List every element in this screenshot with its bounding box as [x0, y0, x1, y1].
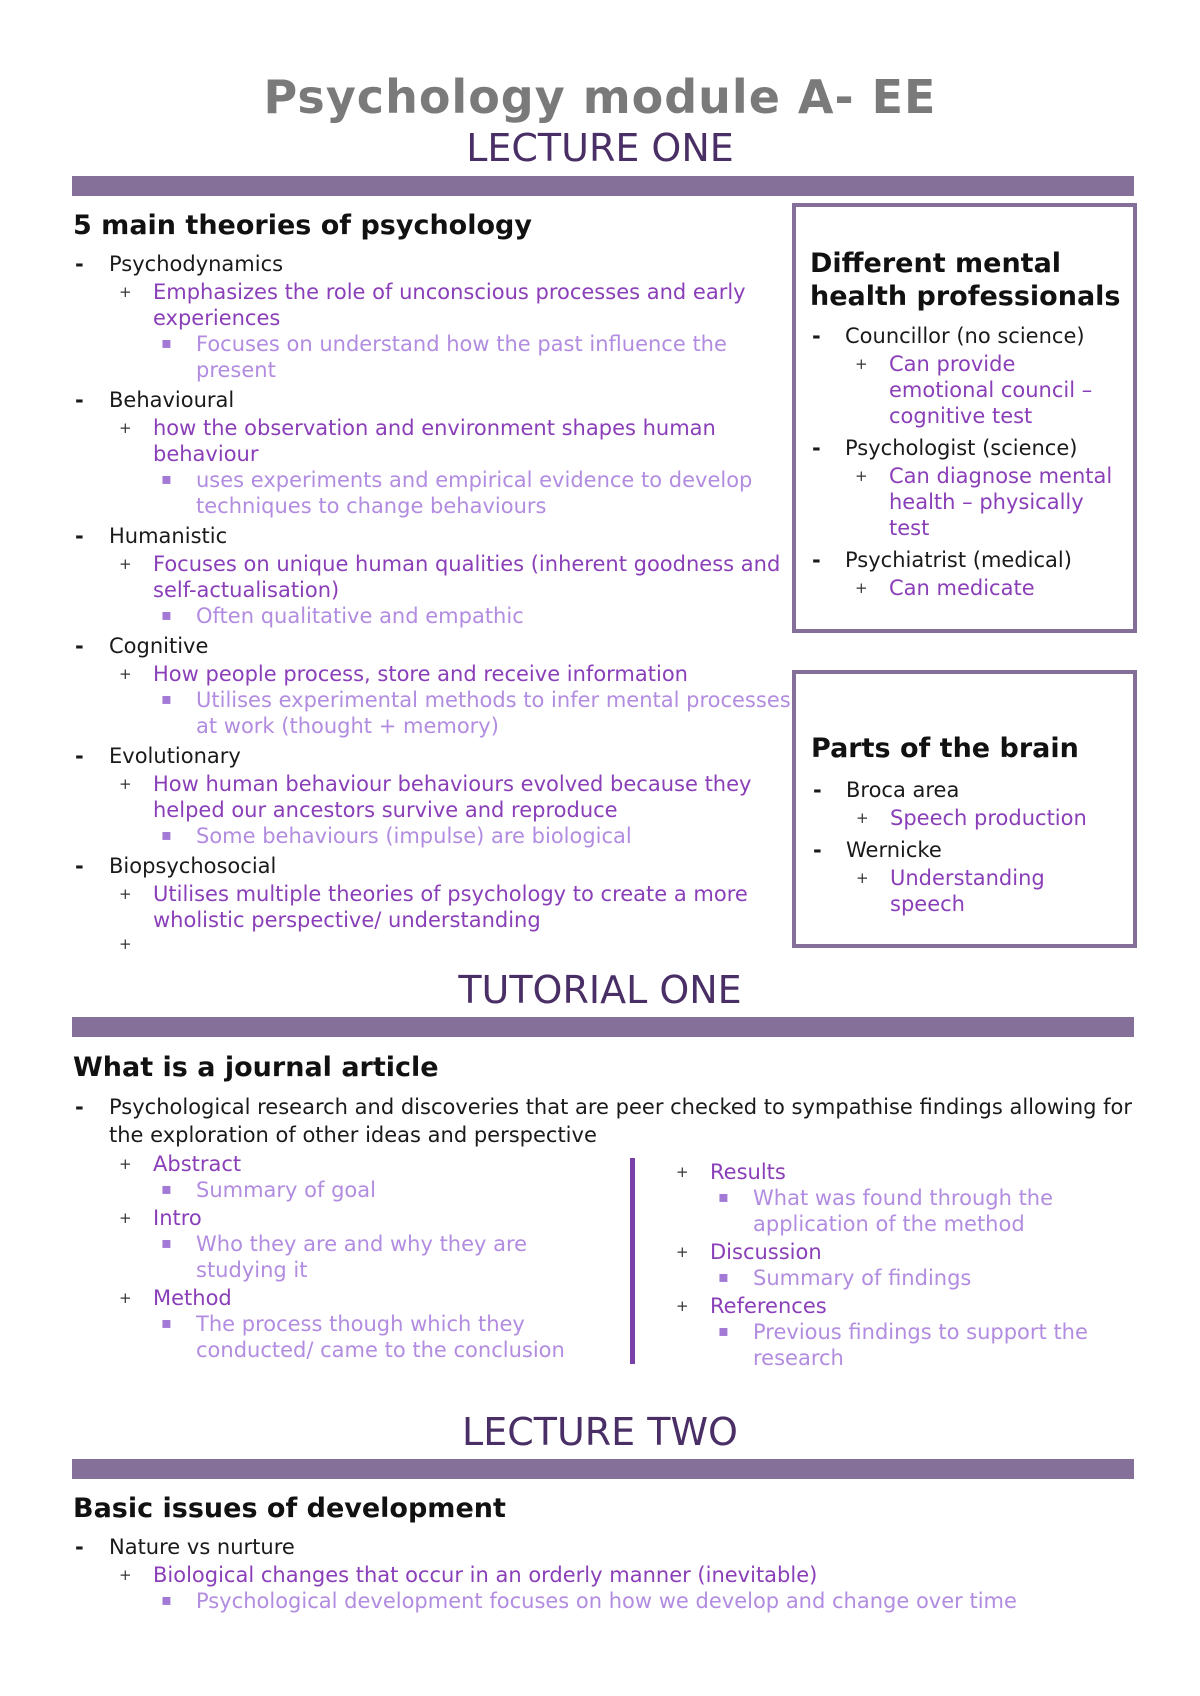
theory-label: - Behavioural [73, 387, 793, 413]
theory-label: - Humanistic [73, 523, 793, 549]
theories-heading: 5 main theories of psychology [73, 210, 532, 241]
theory-label: - Psychodynamics [73, 251, 793, 277]
theory-detail: ▪ Often qualitative and empathic [73, 603, 793, 629]
theory-description: + How people process, store and receive information [73, 661, 793, 687]
journal-part-detail: ▪ The process though which they conducted/ came to the conclusion [73, 1311, 618, 1363]
theory-item [73, 523, 793, 629]
professional-label: - Psychiatrist (medical) [810, 547, 1125, 573]
theory-detail: ▪ Focuses on understand how the past influence the present [73, 331, 793, 383]
theory-item [73, 251, 793, 383]
brain-part-label: - Broca area [811, 777, 1125, 803]
theory-description: + how the observation and environment shapes human behaviour [73, 415, 793, 467]
journal-part-label: + Abstract [73, 1151, 618, 1177]
brain-box [792, 670, 1137, 948]
journal-part-detail: ▪ Who they are and why they are studying it [73, 1231, 618, 1283]
journal-part-label: + Method [73, 1285, 618, 1311]
brain-part-description: + Understanding speech [811, 865, 1125, 917]
brain-content [811, 732, 1125, 917]
tutorial-one-divider [72, 1017, 1134, 1037]
development-section [73, 1493, 1133, 1614]
journal-right-column [630, 1157, 1130, 1371]
development-issue-detail: ▪ Psychological development focuses on how we develop and change over time [73, 1588, 1133, 1614]
brain-part-description: + Speech production [811, 805, 1125, 831]
theory-item [73, 633, 793, 739]
theory-item [73, 743, 793, 849]
lecture-one-heading: LECTURE ONE [466, 126, 734, 170]
theory-description: + Utilises multiple theories of psychology to create a more wholistic perspective/ understanding [73, 881, 793, 933]
theory-detail: ▪ Utilises experimental methods to infer mental processes at work (thought + memory) [73, 687, 793, 739]
theory-detail: ▪ uses experiments and empirical evidence to develop techniques to change behaviours [73, 467, 793, 519]
professional-description: + Can diagnose mental health – physically test [810, 463, 1125, 541]
journal-part-label: + References [630, 1293, 1130, 1319]
journal-part-label: + Results [630, 1159, 1130, 1185]
theory-label: - Evolutionary [73, 743, 793, 769]
theory-item [73, 387, 793, 519]
journal-section [73, 1052, 1133, 1149]
professional-label: - Psychologist (science) [810, 435, 1125, 461]
journal-part-detail: ▪ Summary of findings [630, 1265, 1130, 1291]
professional-label: - Councillor (no science) [810, 323, 1125, 349]
lecture-two-divider [72, 1459, 1134, 1479]
professionals-heading: Different mental health professionals [810, 248, 1121, 312]
brain-part-label: - Wernicke [811, 837, 1125, 863]
theory-label: - Biopsychosocial [73, 853, 793, 879]
theory-description: + Emphasizes the role of unconscious processes and early experiences [73, 279, 793, 331]
development-heading: Basic issues of development [73, 1493, 506, 1524]
theory-description: + Focuses on unique human qualities (inherent goodness and self-actualisation) [73, 551, 793, 603]
professional-description: + Can medicate [810, 575, 1125, 601]
theory-description: + How human behaviour behaviours evolved because they helped our ancestors survive and reproduce [73, 771, 793, 823]
journal-part-label: + Intro [73, 1205, 618, 1231]
journal-intro: - Psychological research and discoveries that are peer checked to sympathise findings allowing for the exploration of other ideas and perspective [73, 1093, 1133, 1149]
theory-label: - Cognitive [73, 633, 793, 659]
empty-bullet [73, 935, 793, 961]
journal-left-column [73, 1149, 618, 1363]
development-issue-description: + Biological changes that occur in an orderly manner (inevitable) [73, 1562, 1133, 1588]
lecture-two-heading: LECTURE TWO [462, 1410, 738, 1454]
professionals-box [792, 203, 1137, 633]
lecture-one-divider [72, 176, 1134, 196]
theory-item [73, 853, 793, 961]
tutorial-one-heading: TUTORIAL ONE [458, 968, 742, 1012]
journal-part-detail: ▪ Summary of goal [73, 1177, 618, 1203]
professional-description: + Can provide emotional council – cognitive test [810, 351, 1125, 429]
document-title: Psychology module A- EE [263, 70, 937, 124]
journal-heading: What is a journal article [73, 1052, 439, 1083]
brain-heading: Parts of the brain [811, 733, 1079, 764]
theory-detail: ▪ Some behaviours (impulse) are biological [73, 823, 793, 849]
journal-part-detail: ▪ What was found through the application of the method [630, 1185, 1130, 1237]
theories-section [73, 210, 793, 961]
professionals-content [810, 247, 1125, 623]
journal-part-detail: ▪ Previous findings to support the research [630, 1319, 1130, 1371]
journal-part-label: + Discussion [630, 1239, 1130, 1265]
development-issue-label: - Nature vs nurture [73, 1534, 1133, 1560]
